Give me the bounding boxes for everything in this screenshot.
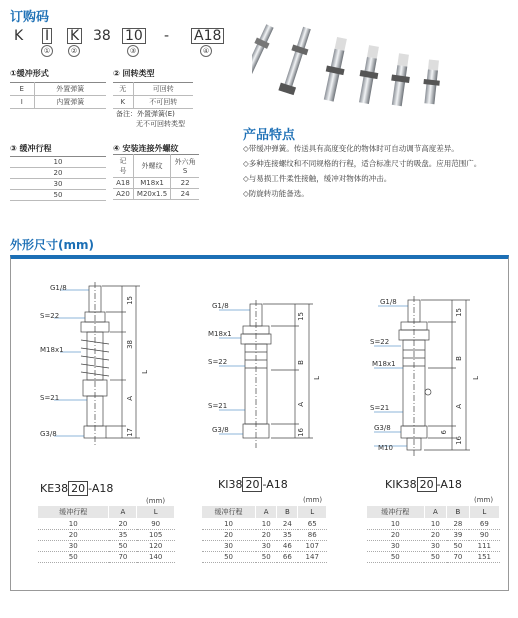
dim-table-ki38 <box>201 505 327 563</box>
table-row: 20 20 39 90 <box>367 530 500 541</box>
table-row: A18 M18x1 22 <box>113 178 199 189</box>
feature-item: ◇与易损工件柔性接触，缓冲对物体的冲击。 <box>243 174 392 183</box>
table-row: 30 <box>10 179 106 190</box>
model-label-ke38: KE38 20 -A18 <box>40 482 114 495</box>
ki-dim-2: B <box>297 360 305 365</box>
ke-dim-3: A <box>126 396 134 401</box>
ke-label-bottom: G3/8 <box>40 430 57 438</box>
drawing-kik38 <box>368 296 488 466</box>
table-header-row: 缓冲行程 A B L <box>367 506 500 519</box>
model-label-kik38: KIK38 20 -A18 <box>385 478 462 491</box>
drawing-ki38 <box>205 300 325 460</box>
ki-dim-3: A <box>297 402 305 407</box>
code-part-series: K <box>14 28 24 44</box>
table-row: 50 <box>10 190 106 201</box>
dimension-title: 外形尺寸(mm) <box>10 238 94 252</box>
dim-table-kik38 <box>366 505 500 563</box>
ki-label-bottom: G3/8 <box>212 426 229 434</box>
thread-table <box>113 154 199 200</box>
kik-dim-3: A <box>455 404 463 409</box>
kik-dim-4: 6 <box>440 430 448 435</box>
table-header-row: 缓冲行程 A L <box>38 506 175 519</box>
ke-dim-2: 38 <box>126 340 134 349</box>
model-code-row <box>14 28 234 56</box>
feature-item: ◇多种连接螺纹和不同规格的行程，适合标准尺寸的吸盘。应用范围广。 <box>243 159 482 168</box>
rotation-type-title: ② 回转类型 <box>113 69 155 78</box>
table-row: 30 30 46 107 <box>202 541 327 552</box>
stroke-title: ③ 缓冲行程 <box>10 144 52 153</box>
kik-label-m: M18x1 <box>372 360 396 368</box>
code-part-size: 38 <box>93 28 111 44</box>
table-row: 50 50 66 147 <box>202 552 327 563</box>
features-title: 产品特点 <box>243 128 296 143</box>
ke-label-top: G1/8 <box>50 284 67 292</box>
model-label-ki38: KI38 20 -A18 <box>218 478 288 491</box>
table-row: 50 50 70 151 <box>367 552 500 563</box>
dim-table-ke38 <box>37 505 175 563</box>
table-row: 无 可回转 <box>113 83 193 96</box>
ke-label-s1: S=22 <box>40 312 60 320</box>
ke-dim-4: 17 <box>126 428 134 437</box>
kik-dim-5: L <box>472 376 480 380</box>
table-row: E 外置弹簧 <box>10 83 106 96</box>
ki-dim-5: L <box>313 376 321 380</box>
kik-dim-2: B <box>455 356 463 361</box>
kik-dim-4b: 16 <box>455 436 463 445</box>
code-num-1: ① <box>41 45 53 57</box>
table-row: 20 20 35 86 <box>202 530 327 541</box>
code-num-2: ② <box>68 45 80 57</box>
rotation-type-table <box>113 82 193 109</box>
feature-item: ◇带缓冲弹簧。传送具有高度变化的物体时可自动调节高度差异。 <box>243 144 459 153</box>
table-row: 20 <box>10 168 106 179</box>
table-row: 10 10 24 65 <box>202 519 327 530</box>
ke-label-m: M18x1 <box>40 346 64 354</box>
ki-dim-4: 16 <box>297 428 305 437</box>
kik-label-s2: S=21 <box>370 404 390 412</box>
code-part-stroke: 10 <box>122 28 146 44</box>
code-num-4: ④ <box>200 45 212 57</box>
unit-ke38: (mm) <box>146 497 166 505</box>
table-row: 10 <box>10 157 106 168</box>
ke-label-s2: S=21 <box>40 394 60 402</box>
table-header-row: 记号 外螺纹 外六角S <box>113 155 199 178</box>
unit-kik38: (mm) <box>474 496 494 504</box>
feature-item: ◇防旋转功能备选。 <box>243 189 309 198</box>
stroke-table <box>10 156 106 201</box>
product-photo <box>252 18 452 114</box>
code-part-spring: I <box>42 28 52 44</box>
table-row: K 不可回转 <box>113 96 193 109</box>
code-part-thread: A18 <box>191 28 224 44</box>
table-row: A20 M20x1.5 24 <box>113 189 199 200</box>
ki-label-top: G1/8 <box>212 302 229 310</box>
ke-dim-5: L <box>141 370 149 374</box>
kik-label-bottom: M10 <box>378 444 393 452</box>
table-row: 10 20 90 <box>38 519 175 530</box>
rotation-note-1: 备注：外置弹簧(E) <box>116 110 175 118</box>
kik-label-s1: S=22 <box>370 338 390 346</box>
kik-label-top: G1/8 <box>380 298 397 306</box>
table-row: 50 70 140 <box>38 552 175 563</box>
table-row: 30 50 120 <box>38 541 175 552</box>
ke-dim-1: 15 <box>126 296 134 305</box>
kik-dim-1: 15 <box>455 308 463 317</box>
rotation-note-2: 无不可回转类型 <box>136 120 185 128</box>
ki-dim-1: 15 <box>297 312 305 321</box>
order-code-title: 订购码 <box>10 10 50 25</box>
spring-type-table <box>10 82 106 109</box>
table-row: I 内置弹簧 <box>10 96 106 109</box>
table-row: 20 35 105 <box>38 530 175 541</box>
ki-label-s1: S=22 <box>208 358 228 366</box>
ki-label-s2: S=21 <box>208 402 228 410</box>
table-row: 30 30 50 111 <box>367 541 500 552</box>
ki-label-m: M18x1 <box>208 330 232 338</box>
code-part-dash: - <box>164 28 170 44</box>
code-part-rotation: K <box>67 28 82 44</box>
table-header-row: 缓冲行程 A B L <box>202 506 327 519</box>
unit-ki38: (mm) <box>303 496 323 504</box>
spring-type-title: ①缓冲形式 <box>10 69 49 78</box>
thread-title: ④ 安装连接外螺纹 <box>113 144 179 153</box>
code-num-3: ③ <box>127 45 139 57</box>
table-row: 10 10 28 69 <box>367 519 500 530</box>
kik-label-g: G3/8 <box>374 424 391 432</box>
